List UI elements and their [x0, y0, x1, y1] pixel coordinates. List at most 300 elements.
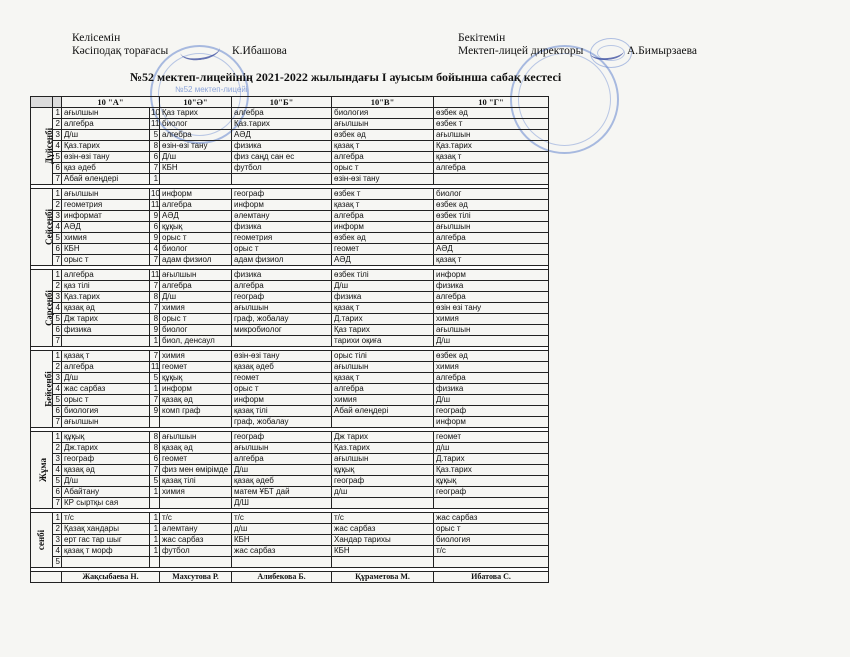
lesson-cell: Д/ш: [434, 395, 549, 406]
lesson-cell: географ: [434, 406, 549, 417]
lesson-cell: химия: [434, 362, 549, 373]
lesson-cell: КР сыртқы сая: [62, 498, 150, 509]
teacher-name: Жақсыбаева Н.: [62, 572, 160, 583]
room-number: [150, 557, 160, 568]
table-row: [31, 211, 549, 222]
lesson-cell: қазақ т: [434, 152, 549, 163]
lesson-cell: ағылшын: [434, 222, 549, 233]
room-number: 1: [150, 546, 160, 557]
lesson-cell: футбол: [160, 546, 232, 557]
room-number: 10: [151, 108, 160, 117]
table-row: [31, 498, 549, 509]
lesson-cell: ағылшын: [62, 189, 150, 200]
lesson-cell: геомет: [434, 432, 549, 443]
lesson-number: 7: [53, 336, 62, 347]
lesson-cell: т/с: [62, 513, 150, 524]
table-row: [31, 395, 549, 406]
room-number: 6: [150, 222, 160, 233]
room-number: 5: [150, 476, 160, 487]
lesson-cell: өзін-өзі тану: [160, 141, 232, 152]
table-row: [31, 336, 549, 347]
lesson-number: 5: [53, 395, 62, 406]
teacher-name: Құраметова М.: [332, 572, 434, 583]
room-number: 1: [150, 535, 160, 546]
lesson-cell: алгебра: [434, 163, 549, 174]
table-row: [31, 292, 549, 303]
teacher-name: Алибекова Б.: [232, 572, 332, 583]
lesson-cell: алгебра: [332, 152, 434, 163]
lesson-cell: Д.тарих: [434, 454, 549, 465]
table-row: [31, 281, 549, 292]
lesson-cell: орыс т: [62, 395, 150, 406]
table-row: [31, 524, 549, 535]
approve-left-name: К.Ибашова: [232, 45, 287, 57]
lesson-cell: информ: [434, 270, 549, 281]
lesson-cell: [232, 557, 332, 568]
lesson-cell: Қаз.тарих: [434, 465, 549, 476]
day-label: [31, 513, 53, 568]
table-row: [31, 325, 549, 336]
lesson-cell: алгебра: [332, 384, 434, 395]
lesson-cell: алгебра: [232, 281, 332, 292]
lesson-cell: адам физиол: [232, 255, 332, 266]
room-number: 11: [151, 200, 160, 209]
lesson-cell: т/с: [160, 513, 232, 524]
table-row: [31, 406, 549, 417]
lesson-cell: әлемтану: [232, 211, 332, 222]
lesson-cell: физ саңд сан ес: [232, 152, 332, 163]
lesson-cell: алгебра: [62, 362, 150, 373]
lesson-cell: футбол: [232, 163, 332, 174]
lesson-number: 1: [53, 108, 62, 119]
room-number: 1: [150, 174, 160, 185]
room-number: 1: [150, 336, 160, 347]
room-number: 7: [150, 163, 160, 174]
day-label: [31, 270, 53, 347]
lesson-cell: биология: [62, 406, 150, 417]
lesson-cell: геомет: [232, 373, 332, 384]
lesson-cell: [62, 557, 150, 568]
lesson-cell: биология: [434, 535, 549, 546]
lesson-cell: әлемтану: [160, 524, 232, 535]
lesson-number: 3: [53, 292, 62, 303]
lesson-cell: геомет: [160, 454, 232, 465]
lesson-cell: құқық: [160, 373, 232, 384]
lesson-cell: ерт гас тар шыг: [62, 535, 150, 546]
lesson-cell: граф, жобалау: [232, 314, 332, 325]
room-number: 4: [150, 244, 160, 255]
lesson-cell: Қаз.тарих: [62, 141, 150, 152]
day-name: Жұма: [37, 457, 48, 482]
room-number: 7: [150, 281, 160, 292]
lesson-cell: Дж.тарих: [62, 443, 150, 454]
lesson-cell: өзбек тілі: [332, 270, 434, 281]
room-number: 11: [151, 362, 160, 371]
table-row: [31, 465, 549, 476]
lesson-cell: физика: [434, 384, 549, 395]
lesson-cell: Дж тарих: [332, 432, 434, 443]
lesson-cell: физика: [232, 141, 332, 152]
lesson-cell: д/ш: [232, 524, 332, 535]
lesson-cell: физ мен өмірімде: [160, 465, 232, 476]
lesson-cell: географ: [332, 476, 434, 487]
lesson-cell: географ: [434, 487, 549, 498]
lesson-number: 7: [53, 174, 62, 185]
lesson-cell: биолог: [434, 189, 549, 200]
lesson-cell: д/ш: [332, 487, 434, 498]
lesson-cell: өзін-өзі тану: [62, 152, 150, 163]
table-row: [31, 454, 549, 465]
lesson-cell: ағылшын: [434, 325, 549, 336]
lesson-cell: алгебра: [62, 270, 150, 281]
lesson-cell: Қаз тарих: [332, 325, 434, 336]
lesson-cell: Абайтану: [62, 487, 150, 498]
lesson-cell: өзбек т: [332, 189, 434, 200]
lesson-cell: химия: [434, 314, 549, 325]
lesson-cell: ағылшын: [232, 303, 332, 314]
lesson-cell: қаз әдеб: [62, 163, 150, 174]
room-number: 7: [150, 351, 160, 362]
table-row: [31, 174, 549, 185]
lesson-cell: Қаз тарих: [160, 108, 232, 119]
lesson-cell: Д/ш: [62, 373, 150, 384]
room-number: 1: [150, 513, 160, 524]
lesson-cell: орыс тілі: [332, 351, 434, 362]
lesson-cell: биолог: [160, 325, 232, 336]
lesson-cell: Қаз.тарих: [434, 141, 549, 152]
lesson-cell: биолог: [160, 244, 232, 255]
approve-left-line2: Кәсіподақ торағасы: [72, 45, 169, 57]
room-number: 8: [150, 314, 160, 325]
lesson-cell: өзін-өзі тану: [332, 174, 434, 185]
approve-right-line1: Бекітемін: [458, 32, 506, 44]
table-row: [31, 303, 549, 314]
lesson-cell: өзбек тілі: [434, 211, 549, 222]
lesson-cell: қазақ тілі: [232, 406, 332, 417]
room-number: 1: [150, 487, 160, 498]
table-row: [31, 557, 549, 568]
room-number: 11: [151, 119, 160, 128]
class-header: 10"Ә": [160, 97, 232, 108]
room-number: 8: [150, 432, 160, 443]
lesson-number: 2: [53, 362, 62, 373]
table-row: [31, 189, 549, 200]
lesson-cell: физика: [62, 325, 150, 336]
lesson-cell: Д/ш: [434, 336, 549, 347]
lesson-number: 3: [53, 211, 62, 222]
teacher-name: Махсутова Р.: [160, 572, 232, 583]
stamp-text: №52 мектеп-лицейі: [175, 85, 248, 94]
document-title: №52 мектеп-лицейінің 2021-2022 жылындағы I ауысым бойынша сабақ кестесі: [130, 70, 562, 84]
approve-left-line1: Келісемін: [72, 32, 121, 44]
lesson-cell: географ: [232, 189, 332, 200]
lesson-cell: қазақ т: [332, 303, 434, 314]
lesson-cell: ағылшын: [62, 417, 150, 428]
lesson-cell: құқық: [434, 476, 549, 487]
lesson-cell: т/с: [232, 513, 332, 524]
table-row: [31, 351, 549, 362]
lesson-cell: алгебра: [160, 281, 232, 292]
class-header: 10"В": [332, 97, 434, 108]
table-row: [31, 314, 549, 325]
lesson-cell: информ: [434, 417, 549, 428]
room-number: 5: [150, 373, 160, 384]
table-row: [31, 163, 549, 174]
table-row: [31, 244, 549, 255]
lesson-cell: қазақ т: [332, 200, 434, 211]
table-row: [31, 200, 549, 211]
lesson-cell: алгебра: [232, 108, 332, 119]
room-number: 7: [150, 303, 160, 314]
lesson-cell: орыс т: [160, 233, 232, 244]
room-number: 10: [151, 189, 160, 198]
lesson-cell: КБН: [62, 244, 150, 255]
lesson-number: 6: [53, 163, 62, 174]
lesson-cell: жас сарбаз: [332, 524, 434, 535]
lesson-number: 4: [53, 303, 62, 314]
lesson-cell: геометрия: [62, 200, 150, 211]
lesson-cell: ағылшын: [232, 443, 332, 454]
day-label: [31, 189, 53, 266]
lesson-cell: құқық: [62, 432, 150, 443]
lesson-cell: КБН: [332, 546, 434, 557]
table-row: [31, 417, 549, 428]
lesson-cell: алгебра: [434, 292, 549, 303]
day-name: Дүйсенбі: [44, 127, 55, 164]
lesson-number: 1: [53, 513, 62, 524]
lesson-number: 7: [53, 417, 62, 428]
table-row: [31, 233, 549, 244]
lesson-cell: КБН: [160, 163, 232, 174]
lesson-cell: адам физиол: [160, 255, 232, 266]
room-number: 6: [150, 152, 160, 163]
lesson-cell: [160, 417, 232, 428]
lesson-cell: химия: [62, 233, 150, 244]
lesson-cell: өзбек әд: [434, 200, 549, 211]
lesson-cell: биолог: [160, 119, 232, 130]
lesson-cell: ағылшын: [332, 119, 434, 130]
table-row: [31, 119, 549, 130]
lesson-cell: қазақ әдеб: [232, 362, 332, 373]
room-number: 6: [150, 454, 160, 465]
lesson-cell: өзбек әд: [332, 233, 434, 244]
lesson-cell: [160, 174, 232, 185]
lesson-cell: т/с: [332, 513, 434, 524]
day-label: [31, 351, 53, 428]
lesson-cell: алгебра: [434, 373, 549, 384]
lesson-number: 5: [53, 152, 62, 163]
lesson-cell: алгебра: [232, 454, 332, 465]
lesson-number: 5: [53, 557, 62, 568]
lesson-cell: орыс т: [332, 163, 434, 174]
lesson-number: 4: [53, 384, 62, 395]
lesson-cell: биол, денсаул: [160, 336, 232, 347]
class-header: 10 "Г": [434, 97, 549, 108]
lesson-cell: құқық: [332, 465, 434, 476]
lesson-number: 3: [53, 535, 62, 546]
table-row: [31, 362, 549, 373]
lesson-cell: қазақ т морф: [62, 546, 150, 557]
lesson-number: 5: [53, 233, 62, 244]
lesson-cell: алгебра: [62, 119, 150, 130]
header-row: [31, 97, 549, 108]
lesson-cell: информ: [160, 384, 232, 395]
lesson-cell: жас сарбаз: [434, 513, 549, 524]
table-row: [31, 535, 549, 546]
lesson-number: 7: [53, 255, 62, 266]
room-number: 9: [150, 325, 160, 336]
lesson-cell: биология: [332, 108, 434, 119]
lesson-cell: Д/ш: [160, 152, 232, 163]
lesson-cell: КБН: [232, 535, 332, 546]
timetable: [30, 96, 549, 583]
lesson-cell: АӘД: [62, 222, 150, 233]
lesson-cell: физика: [232, 270, 332, 281]
day-name: Сәрсенбі: [43, 289, 54, 326]
table-row: [31, 108, 549, 119]
lesson-cell: қазақ т: [434, 255, 549, 266]
lesson-cell: Д/ш: [160, 292, 232, 303]
lesson-cell: тарихи оқиға: [332, 336, 434, 347]
lesson-cell: геомет: [160, 362, 232, 373]
lesson-cell: Қаз.тарих: [62, 292, 150, 303]
lesson-cell: ағылшын: [160, 270, 232, 281]
lesson-cell: Д.тарих: [332, 314, 434, 325]
lesson-cell: алгебра: [332, 211, 434, 222]
table-row: [31, 443, 549, 454]
header-corner: [31, 97, 53, 108]
lesson-number: 4: [53, 546, 62, 557]
class-header: 10"Б": [232, 97, 332, 108]
lesson-cell: геомет: [332, 244, 434, 255]
lesson-cell: қазақ әд: [160, 395, 232, 406]
lesson-cell: граф, жобалау: [232, 417, 332, 428]
room-number: 5: [150, 130, 160, 141]
lesson-cell: орыс т: [434, 524, 549, 535]
lesson-cell: информат: [62, 211, 150, 222]
room-number: 7: [150, 395, 160, 406]
lesson-cell: орыс т: [62, 255, 150, 266]
lesson-cell: орыс т: [160, 314, 232, 325]
lesson-cell: қазақ әд: [62, 303, 150, 314]
lesson-cell: Қаз.тарих: [232, 119, 332, 130]
lesson-cell: өзбек т: [434, 119, 549, 130]
lesson-cell: д/ш: [434, 443, 549, 454]
table-row: [31, 432, 549, 443]
day-label: [31, 432, 53, 509]
teachers-spacer: [31, 572, 62, 583]
lesson-cell: Д/ш: [62, 130, 150, 141]
lesson-cell: географ: [232, 292, 332, 303]
lesson-number: 3: [53, 373, 62, 384]
lesson-number: 4: [53, 222, 62, 233]
lesson-cell: [232, 174, 332, 185]
lesson-cell: Қазақ хандары: [62, 524, 150, 535]
table-row: [31, 130, 549, 141]
lesson-cell: химия: [160, 487, 232, 498]
lesson-cell: алгебра: [160, 130, 232, 141]
lesson-cell: өзбек әд: [434, 351, 549, 362]
table-row: [31, 222, 549, 233]
lesson-cell: қазақ тілі: [160, 476, 232, 487]
lesson-number: 5: [53, 476, 62, 487]
table-row: [31, 270, 549, 281]
lesson-cell: қазақ әд: [160, 443, 232, 454]
room-number: 8: [150, 141, 160, 152]
lesson-number: 6: [53, 244, 62, 255]
lesson-cell: [62, 336, 150, 347]
lesson-cell: өзбек әд: [434, 108, 549, 119]
lesson-number: 1: [53, 351, 62, 362]
lesson-number: 7: [53, 498, 62, 509]
lesson-number: 3: [53, 454, 62, 465]
lesson-cell: информ: [332, 222, 434, 233]
lesson-cell: өзін өзі тану: [434, 303, 549, 314]
lesson-cell: химия: [160, 351, 232, 362]
lesson-number: 6: [53, 487, 62, 498]
table-row: [31, 476, 549, 487]
lesson-cell: АӘД: [434, 244, 549, 255]
lesson-cell: Д/Ш: [232, 498, 332, 509]
lesson-cell: орыс т: [232, 244, 332, 255]
lesson-cell: матем ҰБТ дай: [232, 487, 332, 498]
lesson-cell: өзін-өзі тану: [232, 351, 332, 362]
lesson-cell: микробиолог: [232, 325, 332, 336]
room-number: 1: [150, 384, 160, 395]
lesson-number: 5: [53, 314, 62, 325]
table-row: [31, 487, 549, 498]
lesson-cell: Дж тарих: [62, 314, 150, 325]
lesson-cell: АӘД: [232, 130, 332, 141]
teachers-row: [31, 572, 549, 583]
lesson-number: 2: [53, 281, 62, 292]
lesson-cell: [434, 174, 549, 185]
header-num: [53, 97, 62, 108]
lesson-cell: географ: [232, 432, 332, 443]
lesson-number: 1: [53, 432, 62, 443]
lesson-cell: [332, 417, 434, 428]
table-row: [31, 255, 549, 266]
lesson-cell: қаз тілі: [62, 281, 150, 292]
lesson-number: 2: [53, 119, 62, 130]
table-row: [31, 513, 549, 524]
lesson-cell: алгебра: [160, 200, 232, 211]
lesson-cell: геометрия: [232, 233, 332, 244]
lesson-cell: информ: [232, 395, 332, 406]
lesson-cell: қазақ т: [62, 351, 150, 362]
room-number: 1: [150, 524, 160, 535]
lesson-number: 1: [53, 270, 62, 281]
lesson-number: 4: [53, 141, 62, 152]
lesson-cell: ағылшын: [332, 362, 434, 373]
lesson-cell: қазақ әдеб: [232, 476, 332, 487]
lesson-number: 3: [53, 130, 62, 141]
lesson-cell: АӘД: [332, 255, 434, 266]
lesson-cell: Абай өлеңдері: [62, 174, 150, 185]
lesson-cell: қазақ т: [332, 141, 434, 152]
lesson-cell: Д/ш: [332, 281, 434, 292]
day-name: сенбі: [36, 529, 47, 550]
lesson-cell: [160, 557, 232, 568]
table-row: [31, 373, 549, 384]
day-name: Бейсенбі: [43, 370, 54, 407]
room-number: 8: [150, 443, 160, 454]
lesson-cell: Д/ш: [232, 465, 332, 476]
lesson-cell: комп граф: [160, 406, 232, 417]
lesson-cell: өзбек әд: [332, 130, 434, 141]
room-number: [150, 498, 160, 509]
lesson-cell: алгебра: [434, 233, 549, 244]
